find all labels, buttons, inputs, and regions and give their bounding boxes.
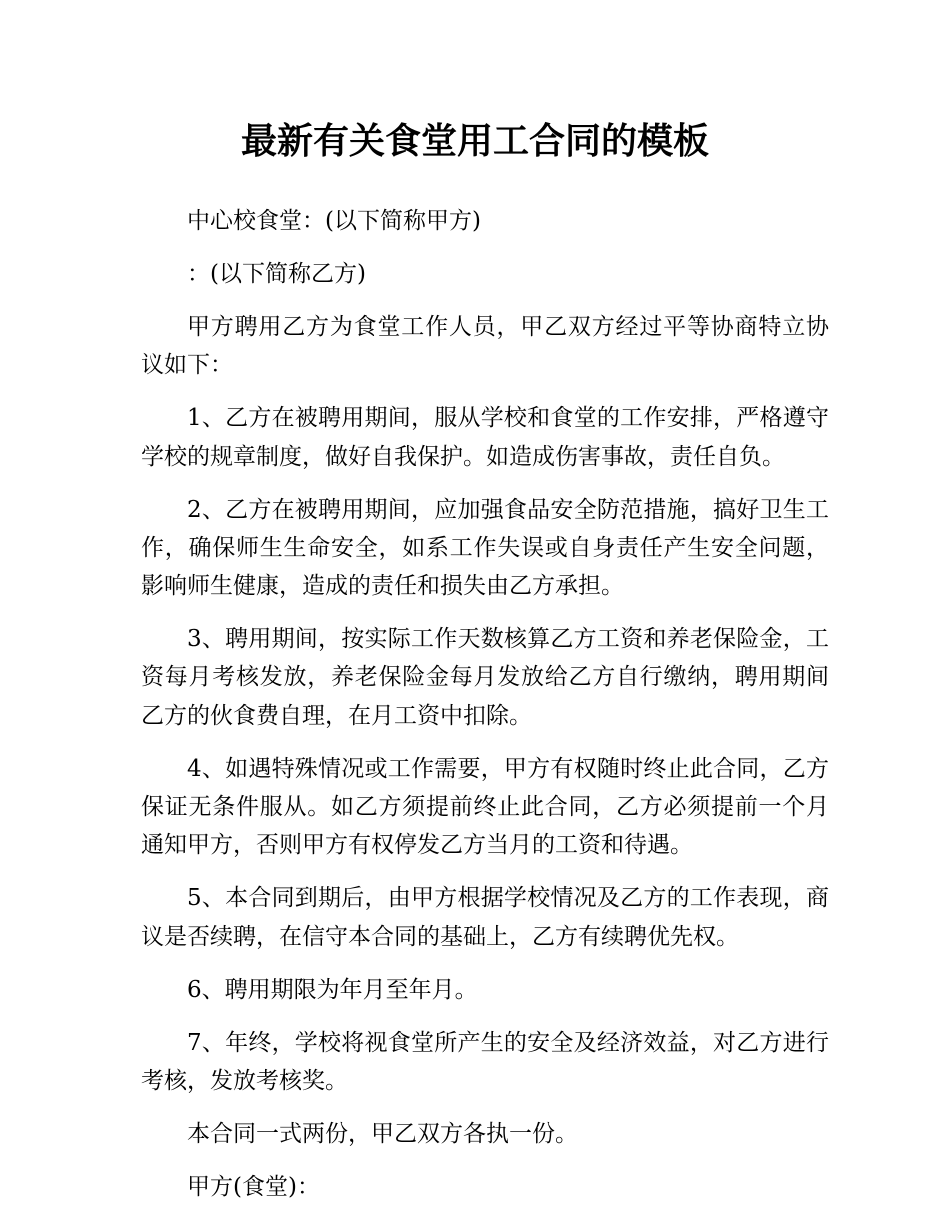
clause-5: 5、本合同到期后，由甲方根据学校情况及乙方的工作表现，商议是否续聘，在信守本合同的基础上，乙方有续聘优先权。	[141, 885, 829, 950]
clause-6: 6、聘用期限为年月至年月。	[187, 976, 478, 1003]
party-a-line: 中心校食堂：(以下简称甲方)	[187, 208, 481, 234]
document-body	[141, 202, 829, 1221]
clause-2: 2、乙方在被聘用期间，应加强食品安全防范措施，搞好卫生工作，确保师生生命安全，如系工作失误或自身责任产生安全问题，影响师生健康，造成的责任和损失由乙方承担。	[141, 496, 829, 600]
party-b-line: ：(以下简称乙方)	[187, 260, 366, 287]
clause-3: 3、聘用期间，按实际工作天数核算乙方工资和养老保险金，工资每月考核发放，养老保险金每月发放给乙方自行缴纳，聘用期间乙方的伙食费自理，在月工资中扣除。	[141, 626, 829, 729]
signature-party-a: 甲方(食堂)：	[187, 1173, 320, 1200]
document-title: 最新有关食堂用工合同的模板	[240, 121, 709, 162]
clause-7: 7、年终，学校将视食堂所产生的安全及经济效益，对乙方进行考核，发放考核奖。	[141, 1029, 829, 1094]
copies-statement: 本合同一式两份，甲乙双方各执一份。	[187, 1120, 578, 1147]
preamble-paragraph: 甲方聘用乙方为食堂工作人员，甲乙双方经过平等协商特立协议如下：	[141, 313, 829, 379]
clause-1: 1、乙方在被聘用期间，服从学校和食堂的工作安排，严格遵守学校的规章制度，做好自我保护。如造成伤害事故，责任自负。	[141, 405, 829, 470]
clause-4: 4、如遇特殊情况或工作需要，甲方有权随时终止此合同，乙方保证无条件服从。如乙方须提前终止此合同，乙方必须提前一个月通知甲方，否则甲方有权停发乙方当月的工资和待遇。	[141, 755, 829, 859]
